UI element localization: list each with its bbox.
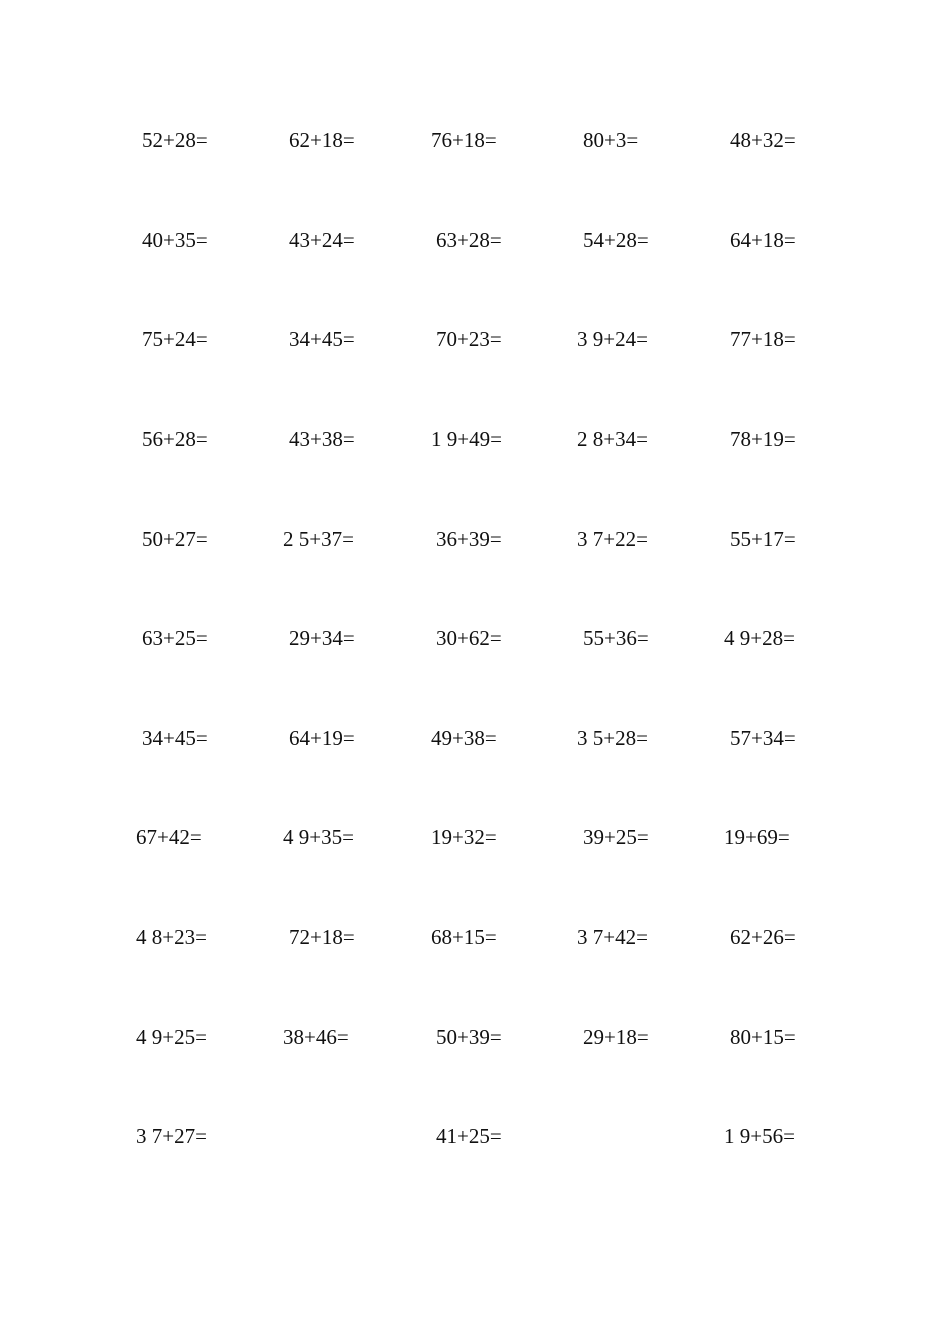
problem: 55+36=: [583, 626, 649, 650]
problem: 19+69=: [724, 825, 790, 849]
problem: 67+42=: [136, 825, 202, 849]
problem: 40+35=: [142, 228, 208, 252]
problem: 75+24=: [142, 327, 208, 351]
problem: 3 7+42=: [577, 925, 648, 949]
problem: 62+26=: [730, 925, 796, 949]
problem: 52+28=: [142, 128, 208, 152]
problem: 3 5+28=: [577, 726, 648, 750]
problem: 70+23=: [436, 327, 502, 351]
problem: 29+34=: [289, 626, 355, 650]
problem: 2 8+34=: [577, 427, 648, 451]
problem: 49+38=: [431, 726, 497, 750]
problem: 63+28=: [436, 228, 502, 252]
problem: 63+25=: [142, 626, 208, 650]
problem: 50+27=: [142, 527, 208, 551]
problem: 78+19=: [730, 427, 796, 451]
problem: 43+24=: [289, 228, 355, 252]
problem: 36+39=: [436, 527, 502, 551]
problem: 4 9+28=: [724, 626, 795, 650]
problem: 19+32=: [431, 825, 497, 849]
problem: 38+46=: [283, 1025, 349, 1049]
problem: 64+19=: [289, 726, 355, 750]
problem: 80+15=: [730, 1025, 796, 1049]
problem: 4 8+23=: [136, 925, 207, 949]
problem: 56+28=: [142, 427, 208, 451]
problem: 34+45=: [289, 327, 355, 351]
problem: 43+38=: [289, 427, 355, 451]
problem: 39+25=: [583, 825, 649, 849]
problem: 50+39=: [436, 1025, 502, 1049]
problem: 3 7+22=: [577, 527, 648, 551]
problem: 54+28=: [583, 228, 649, 252]
problem: 3 7+27=: [136, 1124, 207, 1148]
problem: 1 9+56=: [724, 1124, 795, 1148]
problem: 34+45=: [142, 726, 208, 750]
problem: 80+3=: [583, 128, 639, 152]
problem: 64+18=: [730, 228, 796, 252]
problem: 2 5+37=: [283, 527, 354, 551]
problem: 1 9+49=: [431, 427, 502, 451]
problem: 3 9+24=: [577, 327, 648, 351]
problem: 48+32=: [730, 128, 796, 152]
problem: 57+34=: [730, 726, 796, 750]
problem: 41+25=: [436, 1124, 502, 1148]
problem: 4 9+35=: [283, 825, 354, 849]
problem: 55+17=: [730, 527, 796, 551]
problem: 62+18=: [289, 128, 355, 152]
problem: 76+18=: [431, 128, 497, 152]
problem: 72+18=: [289, 925, 355, 949]
problem: 30+62=: [436, 626, 502, 650]
problem: 77+18=: [730, 327, 796, 351]
problem: 4 9+25=: [136, 1025, 207, 1049]
problem: 29+18=: [583, 1025, 649, 1049]
problem: 68+15=: [431, 925, 497, 949]
